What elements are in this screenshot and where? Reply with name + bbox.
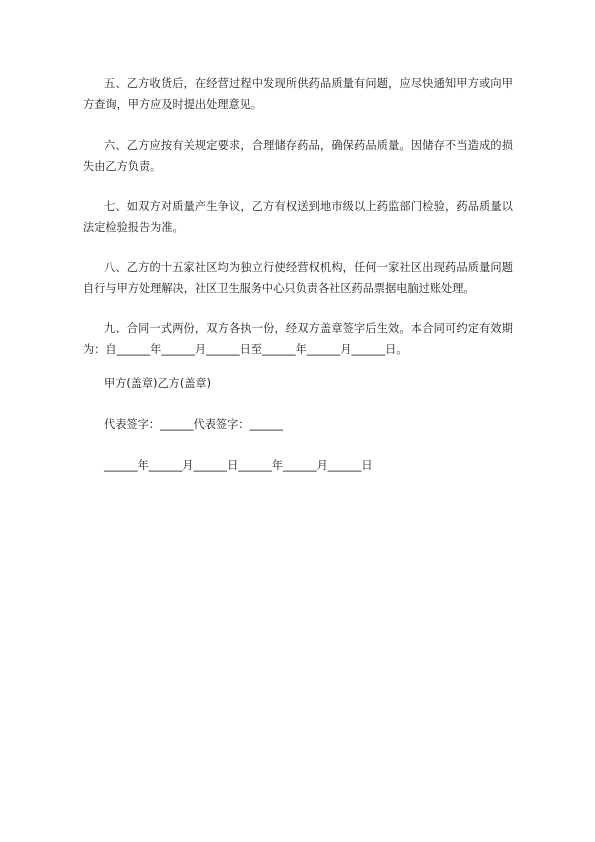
clause-5: 五、乙方收货后，在经营过程中发现所供药品质量有问题，应尽快通知甲方或向甲方查询，甲方应及时提出处理意见。: [83, 77, 513, 111]
clause-7: 七、如双方对质量产生争议，乙方有权送到地市级以上药监部门检验，药品质量以法定检验报告为准。: [83, 200, 513, 234]
signature-parties: 甲方(盖章)乙方(盖章): [104, 377, 211, 390]
clause-8: 八、乙方的十五家社区均为独立行使经营权机构，任何一家社区出现药品质量问题自行与甲方处理解决，社区卫生服务中心只负责各社区药品票据电脑过账处理。: [83, 261, 513, 295]
clause-9: 九、合同一式两份，双方各执一份，经双方盖章签字后生效。本合同可约定有效期为：自______年______月______日至______年______月______日。: [83, 322, 513, 356]
signature-representatives: 代表签字：______代表签字：______: [104, 418, 284, 431]
signature-dates: ______年______月______日______年______月______日: [104, 459, 373, 472]
clause-6: 六、乙方应按有关规定要求，合理储存药品，确保药品质量。因储存不当造成的损失由乙方负责。: [83, 139, 513, 173]
